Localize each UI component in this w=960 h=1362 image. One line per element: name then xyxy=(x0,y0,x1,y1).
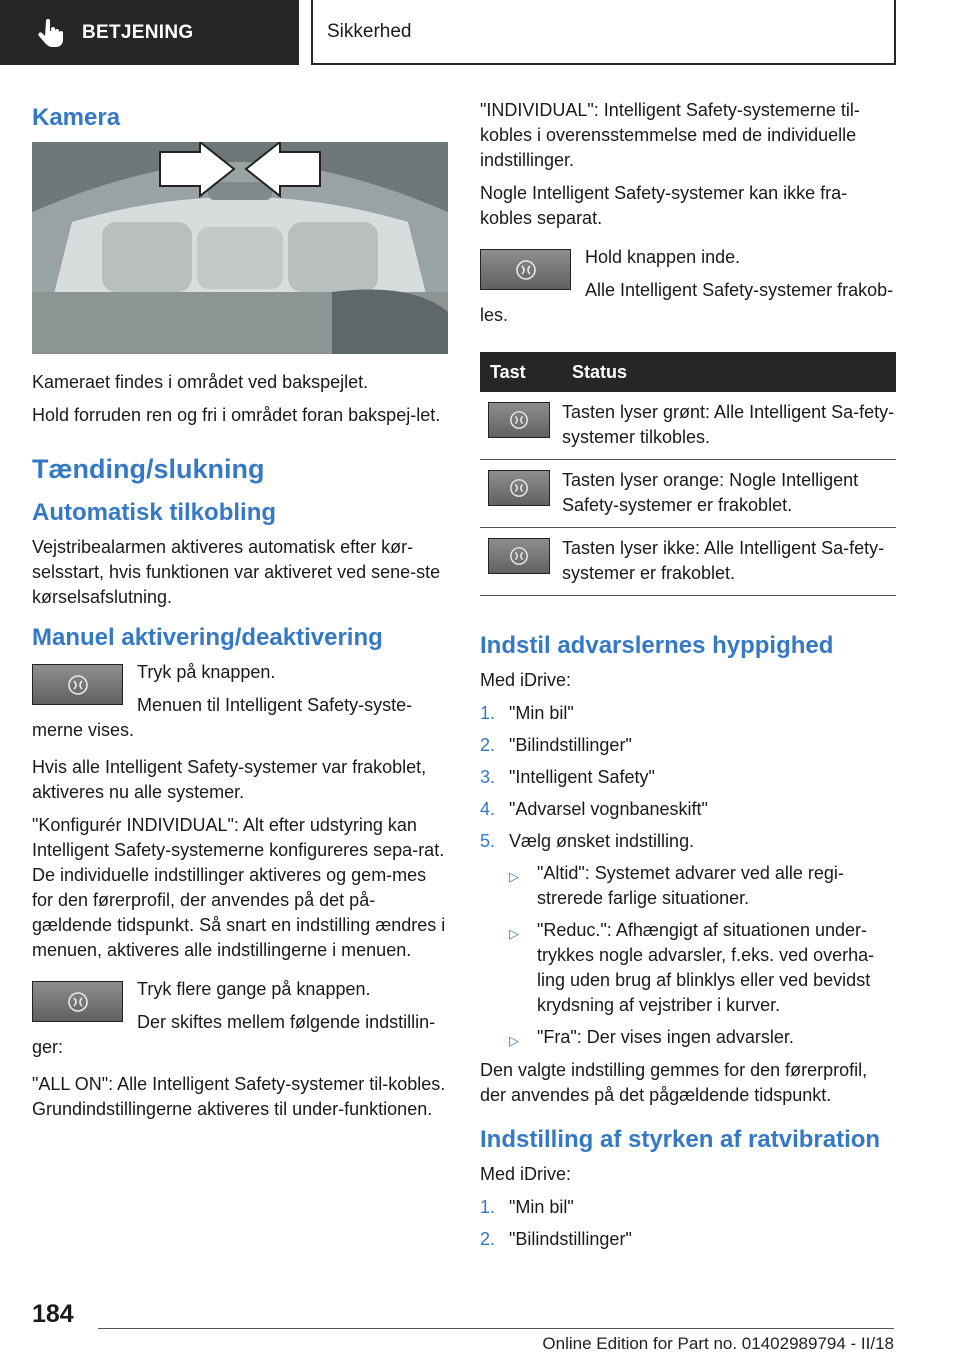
section-title: BETJENING xyxy=(82,21,194,43)
table-cell-image xyxy=(480,460,562,528)
col-header-key: Tast xyxy=(480,352,562,392)
subsection-tab xyxy=(311,0,896,65)
multi-btn-text-2: Der skiftes mellem følgende indstillin-ger: xyxy=(32,1012,436,1057)
list-item: 1. "Min bil" xyxy=(480,1197,574,1217)
triangle-bullet-icon: ▷ xyxy=(509,869,519,884)
camera-heading: Kamera xyxy=(32,104,121,131)
table-row xyxy=(480,528,896,596)
subsection-title: Sikkerhed xyxy=(327,20,412,42)
table-row xyxy=(480,460,896,528)
manual-btn-text-2: Menuen til Intelligent Safety-syste-merne vises. xyxy=(32,695,413,740)
list-item: 2. "Bilindstillinger" xyxy=(480,735,632,755)
list-item: 5. Vælg ønsket indstilling. xyxy=(480,831,695,851)
hold-btn-text-2: Alle Intelligent Safety-systemer frakob-les. xyxy=(480,280,894,325)
table-cell-status: Tasten lyser grønt: Alle Intelligent Sa-fety-systemer tilkobles. xyxy=(562,392,896,460)
list-item: ▷ "Altid": Systemet advarer ved alle regi-strerede farlige situationer. xyxy=(509,863,844,908)
camera-text-2: Hold forruden ren og fri i området foran bakspej-let. xyxy=(32,405,441,425)
table-cell-image xyxy=(480,392,562,460)
list-item: 1. "Min bil" xyxy=(480,703,574,723)
auto-heading: Automatisk tilkobling xyxy=(32,499,277,526)
section-tab xyxy=(0,0,299,65)
manual-btn-text-1: Tryk på knappen. xyxy=(137,662,276,682)
safety-button-image xyxy=(488,470,550,506)
list-item: 3. "Intelligent Safety" xyxy=(480,767,655,787)
safety-button-image xyxy=(488,538,550,574)
intelligent-safety-icon xyxy=(67,991,89,1013)
list-item: ▷ "Reduc.": Afhængigt af situationen under-trykkes nogle advarsler, f.eks. ved overha-ling uden brug af blinklys eller ved bevidst krydsning af vejstriber i kurver. xyxy=(509,920,875,1015)
manual-text-2: "Konfigurér INDIVIDUAL": Alt efter udstyring kan Intelligent Safety-systemerne konfigureres sepa-rat. De individuelle indstillinger aktiveres og gem-mes for den førerprofil, der anvendes på det på-gældende tidspunkt. Så snart en indstilling ændres i menuen, aktiveres alle indstillingerne i menuen. xyxy=(32,815,446,960)
hold-button-instruction xyxy=(480,245,896,336)
page-number: 184 xyxy=(32,1300,74,1328)
intelligent-safety-icon xyxy=(67,674,89,696)
separate-text: Nogle Intelligent Safety-systemer kan ikke fra-kobles separat. xyxy=(480,183,848,228)
frequency-steps xyxy=(480,701,896,854)
list-item: ▷ "Fra": Der vises ingen advarsler. xyxy=(509,1025,896,1050)
col-header-status: Status xyxy=(562,352,896,392)
left-column xyxy=(32,98,448,1130)
vibration-steps xyxy=(480,1195,896,1252)
vibration-heading: Indstilling af styrken af ratvibration xyxy=(480,1126,881,1153)
frequency-note: Den valgte indstilling gemmes for den førerprofil, der anvendes på det pågældende tidspunkt. xyxy=(480,1060,868,1105)
table-cell-status: Tasten lyser orange: Nogle Intelligent Safety-systemer er frakoblet. xyxy=(562,460,896,528)
vibration-intro: Med iDrive: xyxy=(480,1164,572,1184)
intelligent-safety-icon xyxy=(509,546,529,566)
frequency-heading: Indstil advarslernes hyppighed xyxy=(480,632,834,659)
hold-btn-text-1: Hold knappen inde. xyxy=(585,247,741,267)
list-item: 2. "Bilindstillinger" xyxy=(480,1229,632,1249)
intelligent-safety-icon xyxy=(515,259,537,281)
allon-text: "ALL ON": Alle Intelligent Safety-systemer til-kobles. Grundindstillingerne aktiveres til under-funktionen. xyxy=(32,1074,446,1119)
camera-location-photo xyxy=(32,142,448,354)
hand-pointer-icon xyxy=(36,18,66,48)
footer-divider xyxy=(98,1328,894,1329)
manual-button-instruction xyxy=(32,660,448,751)
frequency-intro: Med iDrive: xyxy=(480,670,572,690)
manual-text-1: Hvis alle Intelligent Safety-systemer var frakoblet, aktiveres nu alle systemer. xyxy=(32,757,427,802)
button-status-table xyxy=(480,352,896,596)
table-cell-image xyxy=(480,528,562,596)
triangle-bullet-icon: ▷ xyxy=(509,1033,519,1048)
right-column xyxy=(480,98,896,1259)
multi-press-instruction xyxy=(32,977,448,1068)
intelligent-safety-icon xyxy=(509,478,529,498)
table-cell-status: Tasten lyser ikke: Alle Intelligent Sa-fety-systemer er frakoblet. xyxy=(562,528,896,596)
table-header-row xyxy=(480,352,896,392)
manual-heading: Manuel aktivering/deaktivering xyxy=(32,624,383,651)
edition-text: Online Edition for Part no. 01402989794 - II/18 xyxy=(542,1334,894,1353)
table-row xyxy=(480,392,896,460)
frequency-options xyxy=(509,861,896,1050)
intelligent-safety-icon xyxy=(509,410,529,430)
multi-btn-text-1: Tryk flere gange på knappen. xyxy=(137,979,371,999)
camera-text-1: Kameraet findes i området ved bakspejlet. xyxy=(32,372,369,392)
safety-button-image xyxy=(32,664,123,705)
onoff-heading: Tænding/slukning xyxy=(32,454,265,484)
list-item: 4. "Advarsel vognbaneskift" xyxy=(480,799,708,819)
auto-text: Vejstribealarmen aktiveres automatisk efter kør-selsstart, hvis funktionen var aktiveret ved sene-ste kørselsafslutning. xyxy=(32,537,441,607)
safety-button-image xyxy=(488,402,550,438)
triangle-bullet-icon: ▷ xyxy=(509,926,519,941)
individual-text: "INDIVIDUAL": Intelligent Safety-systemerne til-kobles i overensstemmelse med de individuelle indstillinger. xyxy=(480,100,860,170)
safety-button-image xyxy=(32,981,123,1022)
safety-button-image xyxy=(480,249,571,290)
